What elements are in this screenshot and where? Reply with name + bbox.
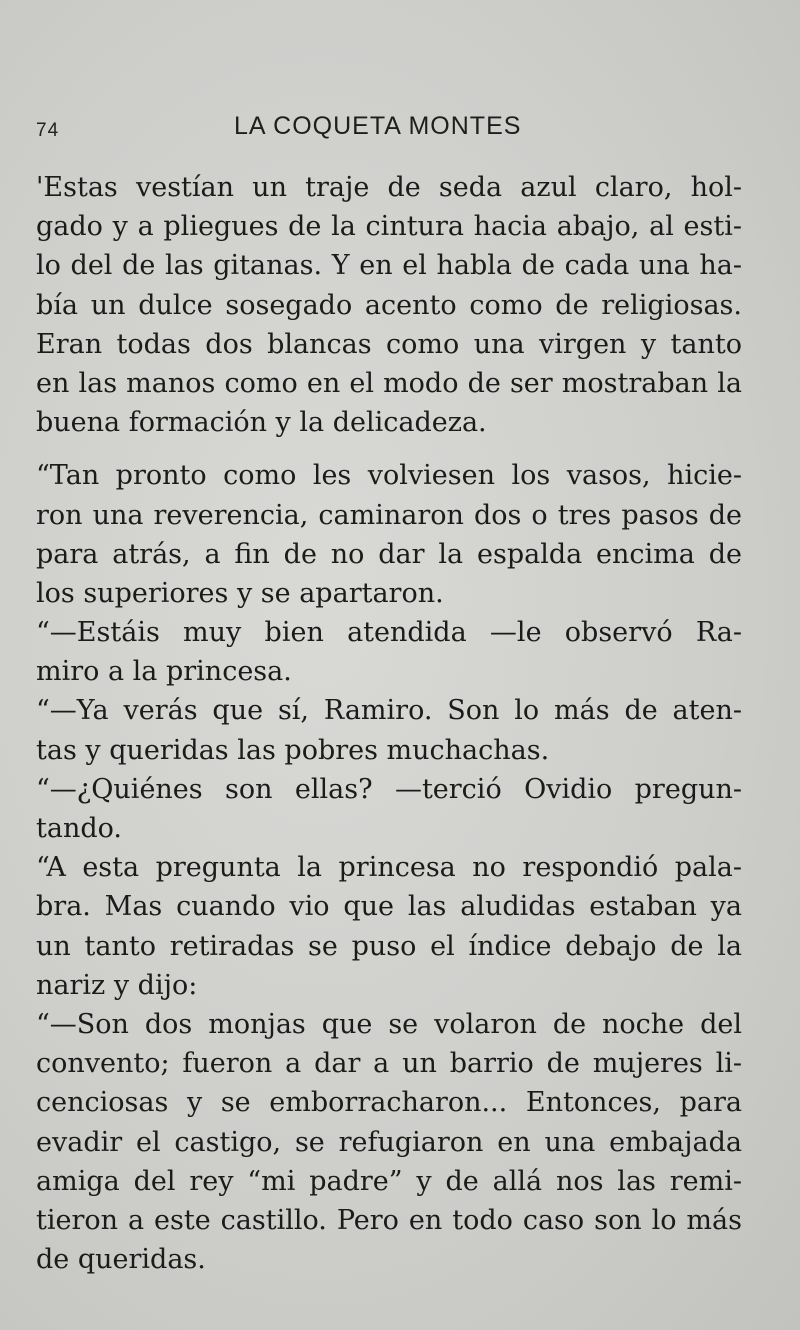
text-line: amiga del rey “mi padre” y de allá nos las remi-	[36, 1165, 742, 1197]
text-line: un tanto retiradas se puso el índice debajo de la	[36, 930, 742, 962]
text-line: en las manos como en el modo de ser mostraban la	[36, 367, 742, 399]
text-line: convento; fueron a dar a un barrio de mujeres li-	[36, 1048, 742, 1080]
text-line: lo del de las gitanas. Y en el habla de cada una ha-	[36, 250, 742, 282]
text-line: “—¿Quiénes son ellas? —terció Ovidio pregun-	[36, 773, 742, 805]
running-title: LA COQUETA MONTES	[234, 112, 522, 140]
text-line: buena formación y la delicadeza.	[36, 407, 487, 439]
body-text	[36, 168, 742, 1279]
text-line: cenciosas y se emborracharon... Entonces, para	[36, 1087, 742, 1119]
text-line: “A esta pregunta la princesa no respondió pala-	[36, 852, 742, 884]
text-line: los superiores y se apartaron.	[36, 577, 444, 609]
text-line: Eran todas dos blancas como una virgen y tanto	[36, 328, 742, 360]
text-line: “—Son dos monjas que se volaron de noche del	[36, 1008, 742, 1040]
text-line: tando.	[36, 813, 122, 844]
text-line: miro a la princesa.	[36, 656, 292, 688]
text-line: bía un dulce sosegado acento como de religiosas.	[36, 289, 742, 321]
text-line: tieron a este castillo. Pero en todo caso son lo más	[36, 1204, 742, 1236]
text-line: nariz y dijo:	[36, 969, 198, 1001]
text-line: evadir el castigo, se refugiaron en una embajada	[36, 1126, 742, 1158]
paragraph-gap	[36, 442, 742, 456]
text-line: 'Estas vestían un traje de seda azul claro, hol-	[36, 172, 742, 203]
text-line: de queridas.	[36, 1244, 206, 1276]
text-line: “—Estáis muy bien atendida —le observó Ra-	[36, 617, 742, 649]
text-line: ron una reverencia, caminaron dos o tres pasos de	[36, 499, 742, 531]
text-line: “Tan pronto como les volviesen los vasos, hicie-	[36, 460, 742, 492]
text-line: “—Ya verás que sí, Ramiro. Son lo más de aten-	[36, 695, 742, 727]
text-line: gado y a pliegues de la cintura hacia abajo, al esti-	[36, 211, 742, 243]
text-line: bra. Mas cuando vio que las aludidas estaban ya	[36, 891, 742, 923]
page-number: 74	[36, 120, 60, 141]
text-line: para atrás, a fin de no dar la espalda encima de	[36, 538, 742, 570]
text-line: tas y queridas las pobres muchachas.	[36, 734, 550, 766]
